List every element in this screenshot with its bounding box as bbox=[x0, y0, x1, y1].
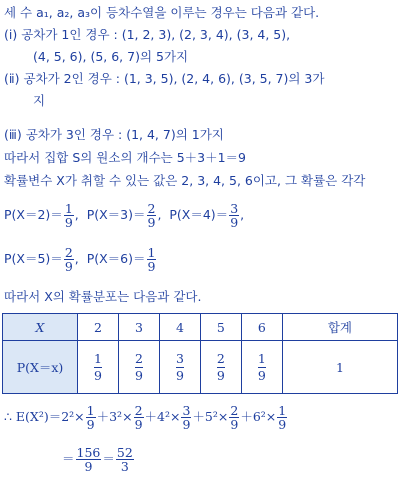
table-cell-x: 3 bbox=[118, 314, 159, 341]
expectation-prefix: ∴ E(X²)＝ bbox=[4, 409, 62, 424]
values-text: 확률변수 X가 취할 수 있는 값은 2, 3, 4, 5, 6이고, 그 확률은 각각 bbox=[4, 173, 366, 188]
equals-sign: ＝ bbox=[102, 451, 115, 466]
prob-fraction: $\frac{2}{9}$ bbox=[147, 201, 156, 230]
prob-fraction: $\frac{1}{9}$ bbox=[147, 245, 156, 274]
distribution-intro: 따라서 X의 확률분포는 다음과 같다. bbox=[4, 289, 202, 304]
prob-lhs: P(X＝2)＝ bbox=[4, 207, 63, 222]
result-fraction: $\frac{156}{9}$ bbox=[76, 445, 101, 474]
equals-sign: ＝ bbox=[62, 451, 75, 466]
term-fraction: $\frac{2}{9}$ bbox=[134, 403, 143, 432]
table-cell-total-label: 합계 bbox=[282, 314, 397, 341]
prob-lhs: P(X＝5)＝ bbox=[4, 251, 63, 266]
term-prefix: ＋3²× bbox=[96, 409, 133, 424]
term-fraction: $\frac{2}{9}$ bbox=[230, 403, 239, 432]
prob-fraction: $\frac{3}{9}$ bbox=[230, 201, 239, 230]
table-row bbox=[3, 341, 398, 394]
term-fraction: $\frac{1}{9}$ bbox=[278, 403, 287, 432]
expectation-result bbox=[62, 442, 135, 476]
term-prefix: ＋4²× bbox=[144, 409, 181, 424]
prob-lhs: P(X＝3)＝ bbox=[86, 207, 146, 222]
table-cell-p: $\frac{1}{9}$ bbox=[241, 341, 282, 394]
expectation-line bbox=[4, 400, 288, 434]
case-2-text: (ⅱ) 공차가 2인 경우 : (1, 3, 5), (2, 4, 6), (3, 5, 7)의 3가 bbox=[4, 71, 325, 86]
case-3-text: (ⅲ) 공차가 3인 경우 : (1, 4, 7)의 1가지 bbox=[4, 127, 224, 142]
table-cell-p: $\frac{1}{9}$ bbox=[78, 341, 119, 394]
prob-lhs: P(X＝6)＝ bbox=[86, 251, 146, 266]
intro-text: 세 수 a₁, a₂, a₃이 등차수열을 이루는 경우는 다음과 같다. bbox=[4, 5, 320, 20]
table-cell-x: 4 bbox=[159, 314, 200, 341]
table-cell-p: $\frac{3}{9}$ bbox=[159, 341, 200, 394]
table-cell-x: 5 bbox=[200, 314, 241, 341]
term-fraction: $\frac{1}{9}$ bbox=[86, 403, 95, 432]
table-cell-total-value: 1 bbox=[282, 341, 397, 394]
probability-distribution-table bbox=[2, 313, 398, 394]
table-cell-x: 2 bbox=[78, 314, 119, 341]
term-prefix: ＋6²× bbox=[240, 409, 277, 424]
table-header-p: P(X＝x) bbox=[3, 341, 78, 394]
element-count-text: 따라서 집합 S의 원소의 개수는 5＋3＋1＝9 bbox=[4, 150, 247, 165]
table-cell-p: $\frac{2}{9}$ bbox=[118, 341, 159, 394]
case-1-text: (ⅰ) 공차가 1인 경우 : (1, 2, 3), (2, 3, 4), (3, 4, 5), bbox=[4, 27, 291, 42]
case-1-continuation: (4, 5, 6), (5, 6, 7)의 5가지 bbox=[33, 49, 189, 64]
table-row bbox=[3, 314, 398, 341]
term-prefix: ＋5²× bbox=[192, 409, 229, 424]
prob-fraction: $\frac{1}{9}$ bbox=[64, 201, 73, 230]
probabilities-line-2: P(X＝5)＝ $\frac{2}{9}$ , P(X＝6)＝ $\frac{1}{9}$ bbox=[4, 245, 156, 274]
table-cell-x: 6 bbox=[241, 314, 282, 341]
term-prefix: 2²× bbox=[61, 409, 85, 424]
prob-fraction: $\frac{2}{9}$ bbox=[64, 245, 73, 274]
result-fraction: $\frac{52}{3}$ bbox=[116, 445, 133, 474]
table-cell-p: $\frac{2}{9}$ bbox=[200, 341, 241, 394]
probabilities-line-1: P(X＝2)＝ $\frac{1}{9}$ , P(X＝3)＝ $\frac{2}{9}$ , P(X＝4)＝ $\frac{3}{9}$ , bbox=[4, 201, 245, 230]
case-2-continuation: 지 bbox=[33, 93, 46, 108]
prob-lhs: P(X＝4)＝ bbox=[169, 207, 229, 222]
term-fraction: $\frac{3}{9}$ bbox=[182, 403, 191, 432]
table-header-x: X bbox=[3, 314, 78, 341]
